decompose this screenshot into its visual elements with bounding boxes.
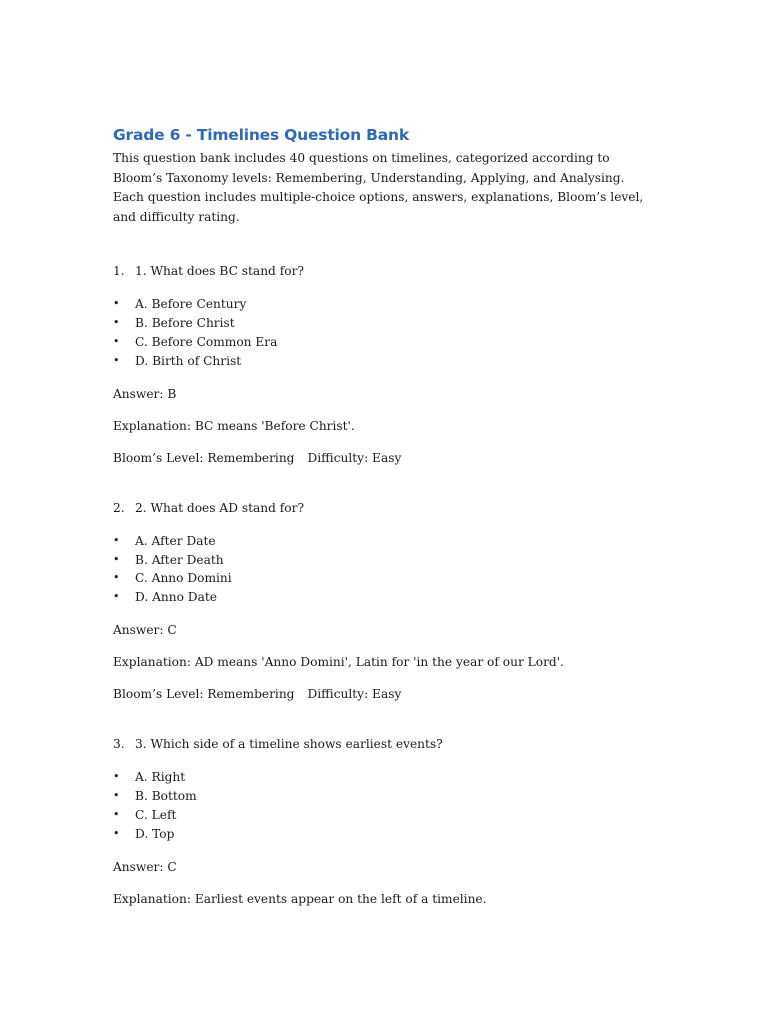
question-number: 2. (113, 500, 125, 515)
question-text (113, 263, 658, 280)
option-item (113, 333, 658, 352)
question-block-1 (113, 263, 658, 467)
option-label: A. After Date (135, 533, 216, 548)
bullet-icon: • (113, 571, 120, 585)
bullet-icon: • (113, 789, 120, 803)
option-label: B. Bottom (135, 789, 197, 804)
option-item (113, 295, 658, 314)
bullet-icon: • (113, 590, 120, 604)
bullet-icon: • (113, 353, 120, 367)
options-list (113, 532, 658, 608)
option-item (113, 588, 658, 607)
difficulty: Difficulty: Easy (307, 450, 402, 465)
question-number: 1. (113, 264, 125, 278)
document-title: Grade 6 - Timelines Question Bank (113, 126, 409, 144)
answer-line: Answer: C (113, 859, 177, 874)
option-label: C. Before Common Era (135, 334, 278, 349)
bullet-icon: • (113, 808, 120, 822)
option-item (113, 768, 658, 787)
option-item (113, 569, 658, 588)
options-list (113, 768, 658, 844)
bullet-icon: • (113, 552, 120, 566)
bullet-icon: • (113, 334, 120, 348)
intro-paragraph: This question bank includes 40 questions on timelines, categorized according to Bloom’s Taxonomy levels: Remembering, Understanding, Applying, and Analysing. Each question includes multiple-choice options, answers, explanations, Bloom’s level, and difficulty rating. (113, 151, 644, 224)
option-item (113, 825, 658, 844)
meta-line (113, 450, 658, 467)
option-item (113, 806, 658, 825)
answer-line: Answer: C (113, 623, 177, 638)
option-item (113, 551, 658, 570)
answer-line: Answer: B (113, 386, 177, 401)
blooms-level: Bloom’s Level: Remembering (113, 450, 295, 465)
explanation-line: Explanation: Earliest events appear on the left of a timeline. (113, 891, 487, 906)
option-label: D. Birth of Christ (135, 353, 242, 368)
bullet-icon: • (113, 315, 120, 329)
option-label: B. Before Christ (135, 315, 235, 330)
question-number: 3. (113, 737, 125, 752)
difficulty: Difficulty: Easy (307, 687, 402, 702)
option-label: A. Before Century (135, 297, 247, 311)
bullet-icon: • (113, 533, 120, 547)
option-label: C. Anno Domini (135, 571, 232, 586)
blooms-level: Bloom’s Level: Remembering (113, 687, 295, 702)
option-label: B. After Death (135, 552, 224, 567)
meta-line (113, 686, 658, 703)
document-page (113, 124, 658, 908)
bullet-icon: • (113, 826, 120, 840)
bullet-icon: • (113, 770, 120, 784)
question-block-3 (113, 736, 658, 908)
options-list (113, 295, 658, 371)
explanation-line: Explanation: AD means 'Anno Domini', Latin for 'in the year of our Lord'. (113, 655, 564, 670)
option-label: C. Left (135, 808, 177, 823)
explanation-line: Explanation: BC means 'Before Christ'. (113, 418, 355, 433)
question-block-2 (113, 500, 658, 704)
question-prompt: 1. What does BC stand for? (135, 264, 304, 278)
option-label: D. Top (135, 826, 175, 841)
option-label: D. Anno Date (135, 590, 217, 605)
question-text (113, 736, 658, 753)
question-prompt: 2. What does AD stand for? (135, 500, 304, 515)
option-item (113, 314, 658, 333)
option-item (113, 787, 658, 806)
bullet-icon: • (113, 297, 120, 310)
question-text (113, 500, 658, 517)
option-label: A. Right (135, 770, 186, 785)
option-item (113, 532, 658, 551)
option-item (113, 352, 658, 371)
question-prompt: 3. Which side of a timeline shows earliest events? (135, 737, 443, 752)
